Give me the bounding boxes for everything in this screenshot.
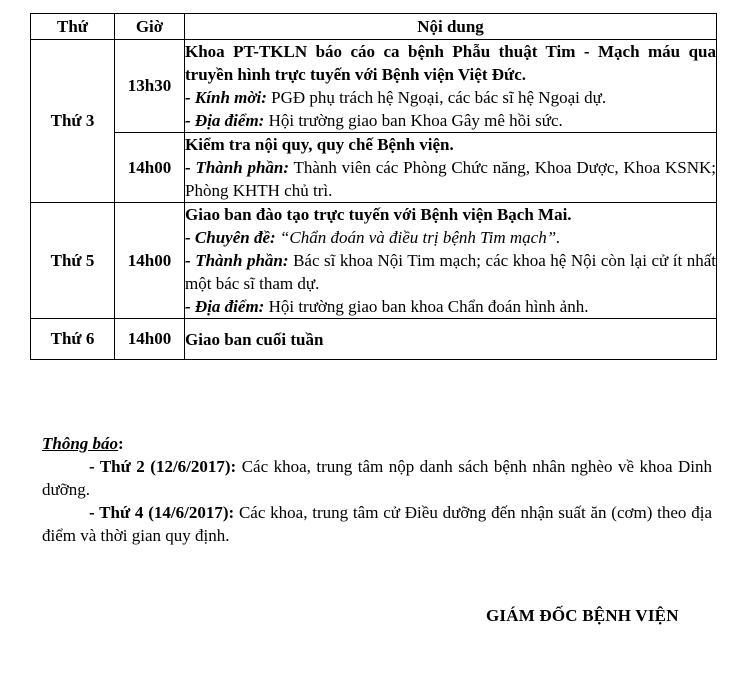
signature: GIÁM ĐỐC BỆNH VIỆN — [486, 606, 679, 625]
content-line: - Chuyên đề: “Chẩn đoán và điều trị bệnh Tim mạch”. — [185, 228, 561, 247]
content-line: - Kính mời: PGĐ phụ trách hệ Ngoại, các bác sĩ hệ Ngoại dự. — [185, 88, 607, 107]
time-cell: 13h30 — [115, 40, 185, 133]
notice-item: - Thứ 2 (12/6/2017): Các khoa, trung tâm nộp danh sách bệnh nhân nghèo về khoa Dinh dưỡng. — [42, 457, 712, 499]
schedule-table — [30, 13, 717, 360]
content-line: - Địa điểm: Hội trường giao ban khoa Chẩn đoán hình ảnh. — [185, 297, 589, 316]
content-title: Kiểm tra nội quy, quy chế Bệnh viện. — [185, 135, 454, 154]
table-row — [31, 133, 717, 203]
notice-item: - Thứ 4 (14/6/2017): Các khoa, trung tâm cử Điều dưỡng đến nhận suất ăn (cơm) theo địa điểm và thời gian quy định. — [42, 503, 712, 545]
content-title: Giao ban cuối tuần — [185, 329, 324, 349]
content-cell — [185, 319, 717, 360]
content-cell — [185, 40, 717, 133]
notice-heading: Thông báo: — [42, 434, 124, 453]
header-content: Nội dung — [185, 14, 717, 40]
content-line: - Địa điểm: Hội trường giao ban Khoa Gây mê hồi sức. — [185, 111, 563, 130]
header-time: Giờ — [115, 14, 185, 40]
header-row — [31, 14, 717, 40]
day-cell: Thứ 3 — [31, 40, 115, 203]
day-cell: Thứ 5 — [31, 203, 115, 319]
time-cell: 14h00 — [115, 203, 185, 319]
header-day: Thứ — [31, 14, 115, 40]
time-cell: 14h00 — [115, 319, 185, 360]
time-cell: 14h00 — [115, 133, 185, 203]
content-cell — [185, 133, 717, 203]
content-line: - Thành phần: Bác sĩ khoa Nội Tim mạch; các khoa hệ Nội còn lại cử ít nhất một bác sĩ tham dự. — [185, 251, 717, 293]
content-cell — [185, 203, 717, 319]
content-title: Khoa PT-TKLN báo cáo ca bệnh Phẫu thuật Tim - Mạch máu qua truyền hình trực tuyến với Bệnh viện Việt Đức. — [185, 42, 716, 84]
content-line: - Thành phần: Thành viên các Phòng Chức năng, Khoa Dược, Khoa KSNK; Phòng KHTH chủ trì. — [185, 158, 716, 200]
table-row — [31, 203, 717, 319]
notice-section — [42, 432, 712, 547]
day-cell: Thứ 6 — [31, 319, 115, 360]
content-title: Giao ban đào tạo trực tuyến với Bệnh viện Bạch Mai. — [185, 205, 572, 224]
table-row — [31, 40, 717, 133]
table-row — [31, 319, 717, 360]
